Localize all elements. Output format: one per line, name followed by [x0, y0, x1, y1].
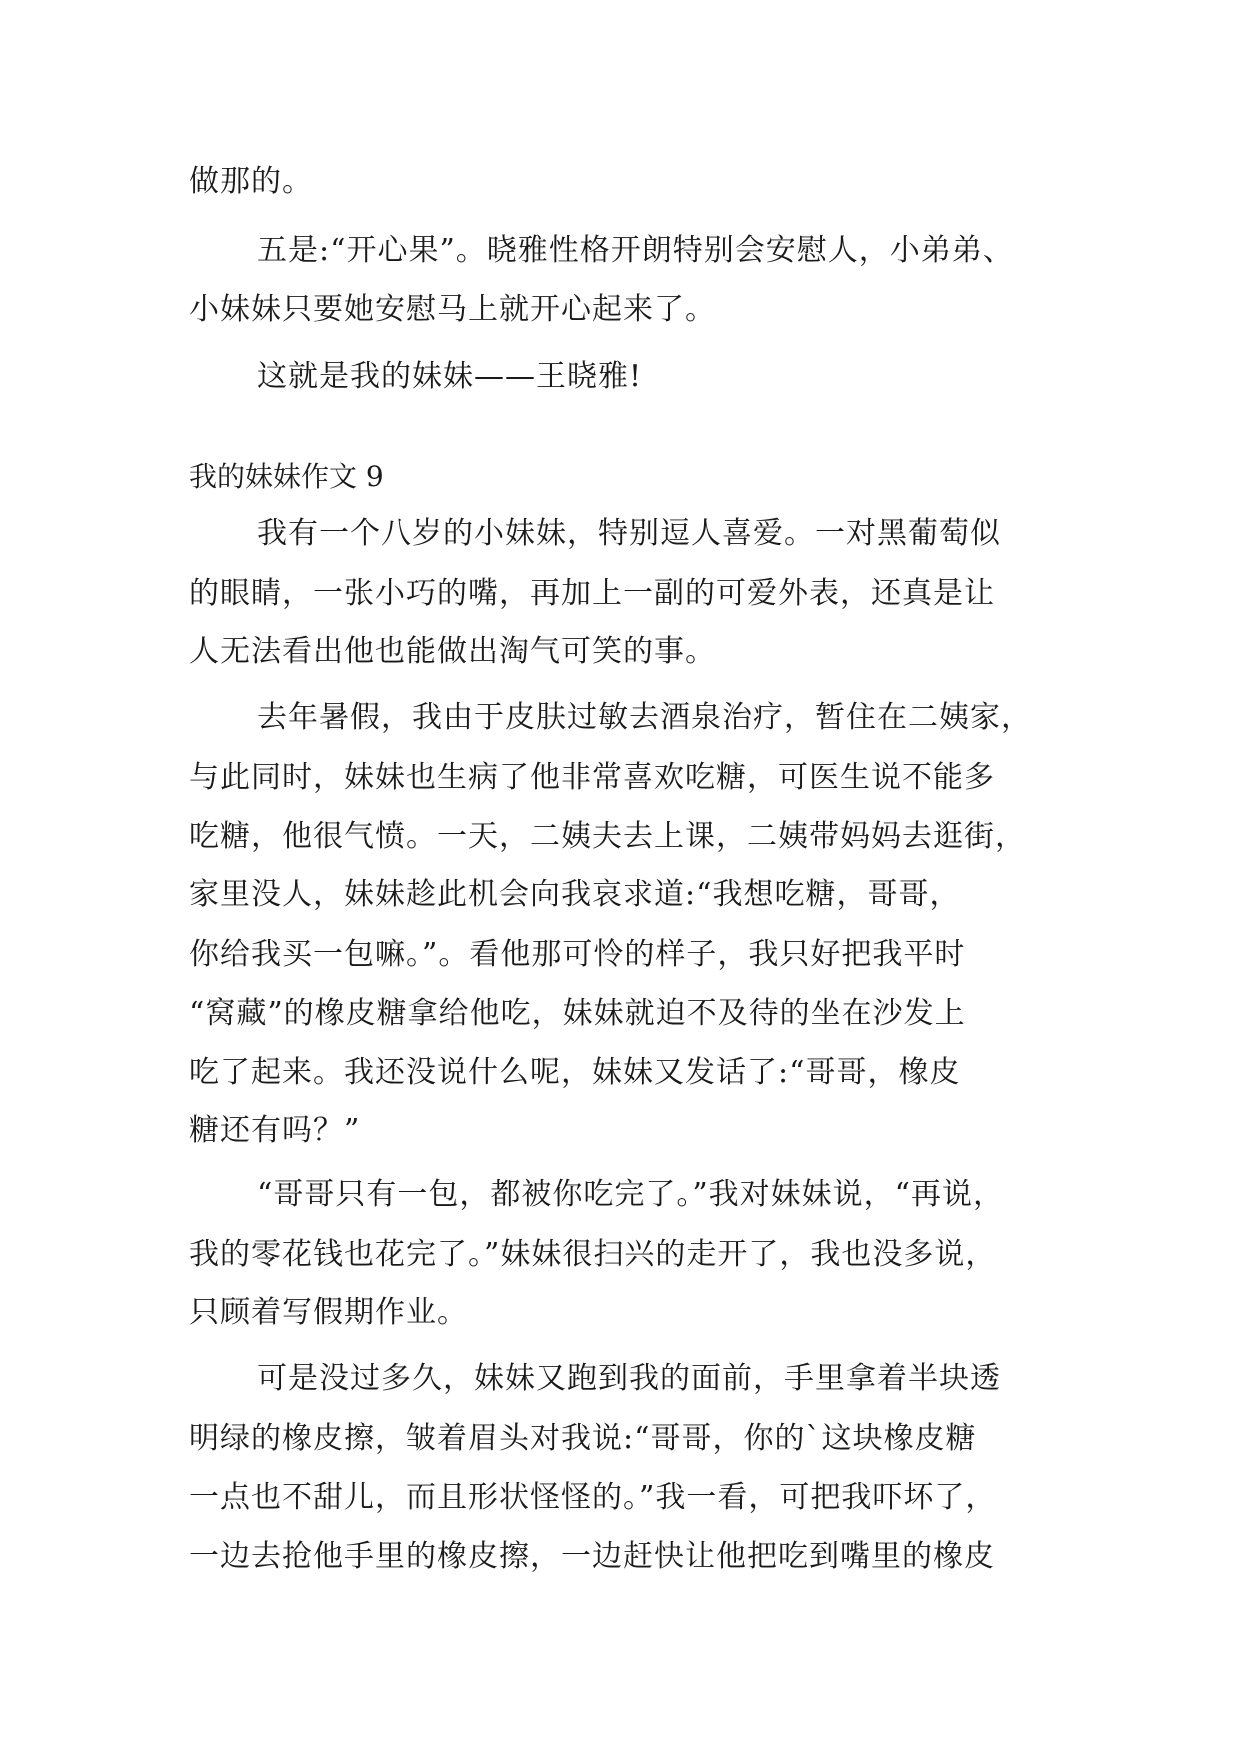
text-line: 小妹妹只要她安慰马上就开心起来了。	[189, 292, 716, 327]
text-line: “哥哥只有一包，都被你吃完了。”我对妹妹说，“再说，	[257, 1177, 1005, 1212]
text-line: “窝藏”的橡皮糖拿给他吃，妹妹就迫不及待的坐在沙发上	[189, 996, 966, 1031]
text-line: 五是:“开心果”。晓雅性格开朗特别会安慰人，小弟弟、	[257, 233, 1014, 268]
text-line: 家里没人，妹妹趁此机会向我哀求道:“我想吃糖，哥哥，	[189, 877, 961, 912]
text-line: 这就是我的妹妹——王晓雅!	[257, 359, 643, 394]
text-line: 与此同时，妹妹也生病了他非常喜欢吃糖，可医生说不能多	[189, 760, 995, 795]
text-line: 我有一个八岁的小妹妹，特别逗人喜爱。一对黑葡萄似	[257, 516, 1001, 551]
text-line: 你给我买一包嘛。”。看他那可怜的样子，我只好把我平时	[189, 937, 966, 972]
section-heading: 我的妹妹作文 9	[189, 460, 384, 493]
text-line: 我的零花钱也花完了。”妹妹很扫兴的走开了，我也没多说，	[189, 1237, 997, 1272]
text-line: 糖还有吗？”	[189, 1113, 361, 1148]
text-line: 吃了起来。我还没说什么呢，妹妹又发话了:“哥哥，橡皮	[189, 1055, 961, 1090]
text-line: 一边去抢他手里的橡皮擦，一边赶快让他把吃到嘴里的橡皮	[189, 1539, 995, 1574]
text-line: 人无法看出他也能做出淘气可笑的事。	[189, 634, 716, 669]
text-line: 可是没过多久，妹妹又跑到我的面前，手里拿着半块透	[257, 1361, 1001, 1396]
text-line: 明绿的橡皮擦，皱着眉头对我说:“哥哥，你的`这块橡皮糖	[189, 1421, 977, 1456]
text-line: 去年暑假，我由于皮肤过敏去酒泉治疗，暂住在二姨家，	[257, 700, 1032, 735]
text-line: 做那的。	[189, 164, 313, 199]
text-line: 一点也不甜儿，而且形状怪怪的。”我一看，可把我吓坏了，	[189, 1480, 997, 1515]
text-line: 吃糖，他很气愤。一天，二姨夫去上课，二姨带妈妈去逛街，	[189, 819, 1026, 854]
text-line: 的眼睛，一张小巧的嘴，再加上一副的可爱外表，还真是让	[189, 576, 995, 611]
text-line: 只顾着写假期作业。	[189, 1295, 468, 1330]
